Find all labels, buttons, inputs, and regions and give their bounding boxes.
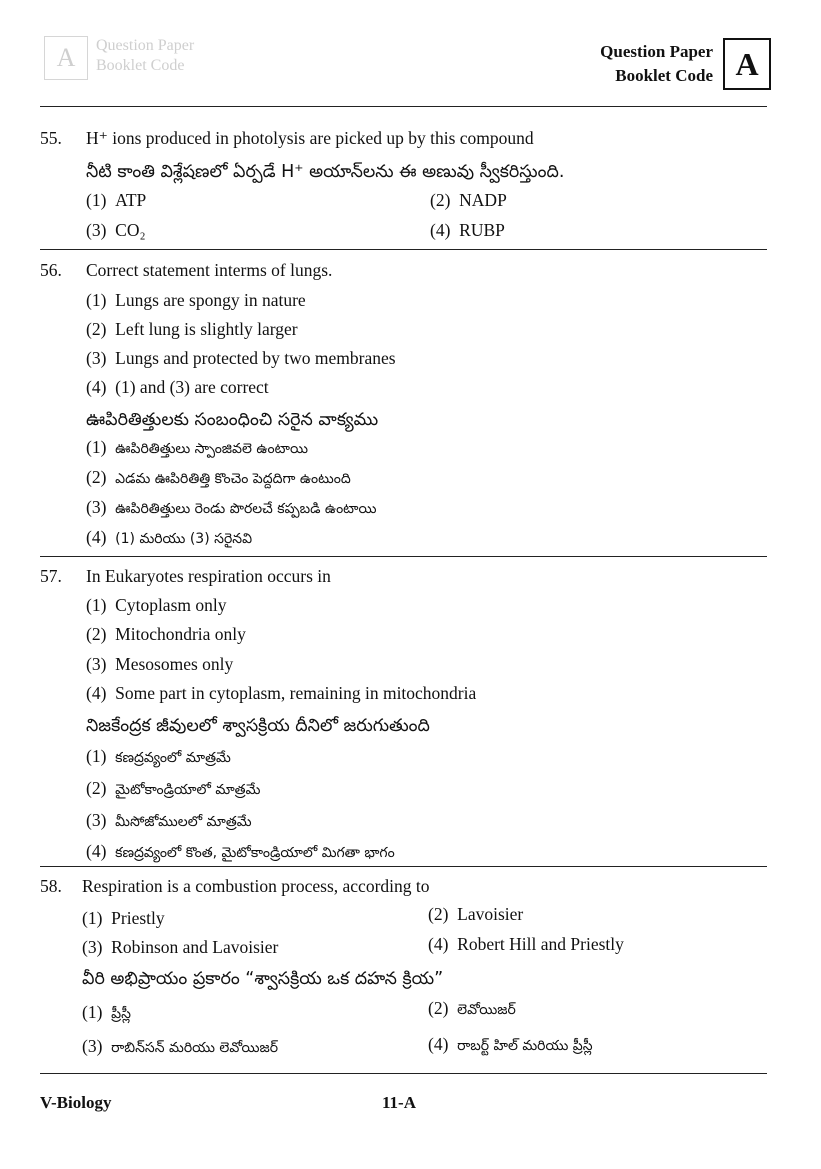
option-4-en: (4) Robert Hill and Priestly — [428, 934, 624, 954]
booklet-code-header — [600, 38, 771, 90]
option-2-te: (2) మైటోకాండ్రియాలో మాత్రమే — [86, 778, 261, 798]
divider — [40, 556, 767, 557]
option-3-en: (3) Robinson and Lavoisier — [82, 937, 279, 957]
page-number: 11-A — [382, 1093, 416, 1112]
question-number: 58. — [40, 876, 62, 896]
faint-stamp-letter: A — [44, 36, 88, 80]
option-2-en: (2) Left lung is slightly larger — [86, 319, 298, 339]
faint-booklet-stamp — [40, 30, 230, 85]
option-2-en: (2) Lavoisier — [428, 904, 524, 924]
question-text-te: ఊపిరితిత్తులకు సంబంధించి సరైన వాక్యము — [86, 410, 379, 430]
question-text-en: Correct statement interms of lungs. — [86, 260, 333, 280]
option-4-en: (4) (1) and (3) are correct — [86, 377, 269, 397]
question-number: 57. — [40, 566, 62, 586]
subject-label: V-Biology — [40, 1093, 112, 1112]
question-text-te: నిజకేంద్రక జీవులలో శ్వాసక్రియ దీనిలో జరుగుతుంది — [86, 716, 430, 736]
faint-stamp-text: Question Paper Booklet Code — [96, 37, 195, 74]
divider — [40, 1073, 767, 1074]
option-1-en: (1) Lungs are spongy in nature — [86, 290, 306, 310]
booklet-code-label: Question Paper Booklet Code — [600, 42, 713, 85]
option-4-te: (4) రాబర్ట్ హిల్ మరియు ప్రీస్లీ — [428, 1034, 593, 1054]
option-3-te: (3) మీసోజోములలో మాత్రమే — [86, 810, 252, 830]
option-3-en: (3) Lungs and protected by two membranes — [86, 348, 396, 368]
option-1-te: (1) కణద్రవ్యంలో మాత్రమే — [86, 746, 231, 766]
option-1: (1) ATP — [86, 190, 147, 210]
option-4-en: (4) Some part in cytoplasm, remaining in mitochondria — [86, 683, 477, 703]
booklet-code-box: A — [723, 38, 771, 90]
option-1-te: (1) ప్రీస్లీ — [82, 1002, 131, 1022]
option-4: (4) RUBP — [430, 220, 505, 240]
question-text-te: వీరి అభిప్రాయం ప్రకారం “శ్వాసక్రియ ఒక దహన క్రియ” — [82, 969, 444, 989]
option-1-en: (1) Priestly — [82, 908, 165, 928]
option-2-te: (2) లెవోయిజర్ — [428, 998, 516, 1018]
divider — [40, 106, 767, 107]
option-2-en: (2) Mitochondria only — [86, 624, 246, 644]
option-2: (2) NADP — [430, 190, 507, 210]
question-number: 55. — [40, 128, 62, 148]
question-text-en: H⁺ ions produced in photolysis are picked up by this compound — [86, 128, 534, 148]
option-1-te: (1) ఊపిరితిత్తులు స్పాంజివలె ఉంటాయి — [86, 437, 308, 457]
option-3: (3) CO₂ — [86, 220, 146, 240]
option-3-te: (3) రాబిన్‌సన్ మరియు లెవోయిజర్ — [82, 1036, 279, 1056]
option-3-te: (3) ఊపిరితిత్తులు రెండు పొరలచే కప్పబడి ఉంటాయి — [86, 497, 377, 517]
question-text-en: Respiration is a combustion process, according to — [82, 876, 430, 896]
option-4-te: (4) కణద్రవ్యంలో కొంత, మైటోకాండ్రియాలో మిగతా భాగం — [86, 841, 395, 861]
option-3-en: (3) Mesosomes only — [86, 654, 234, 674]
divider — [40, 866, 767, 867]
question-text-te: నీటి కాంతి విశ్లేషణలో ఏర్పడే H⁺ అయాన్‌లను ఈ అణువు స్వీకరిస్తుంది. — [86, 162, 565, 182]
divider — [40, 249, 767, 250]
option-1-en: (1) Cytoplasm only — [86, 595, 227, 615]
question-text-en: In Eukaryotes respiration occurs in — [86, 566, 331, 586]
option-2-te: (2) ఎడమ ఊపిరితిత్తి కొంచెం పెద్దదిగా ఉంటుంది — [86, 467, 351, 487]
question-number: 56. — [40, 260, 62, 280]
option-4-te: (4) (1) మరియు (3) సరైనవి — [86, 527, 253, 547]
